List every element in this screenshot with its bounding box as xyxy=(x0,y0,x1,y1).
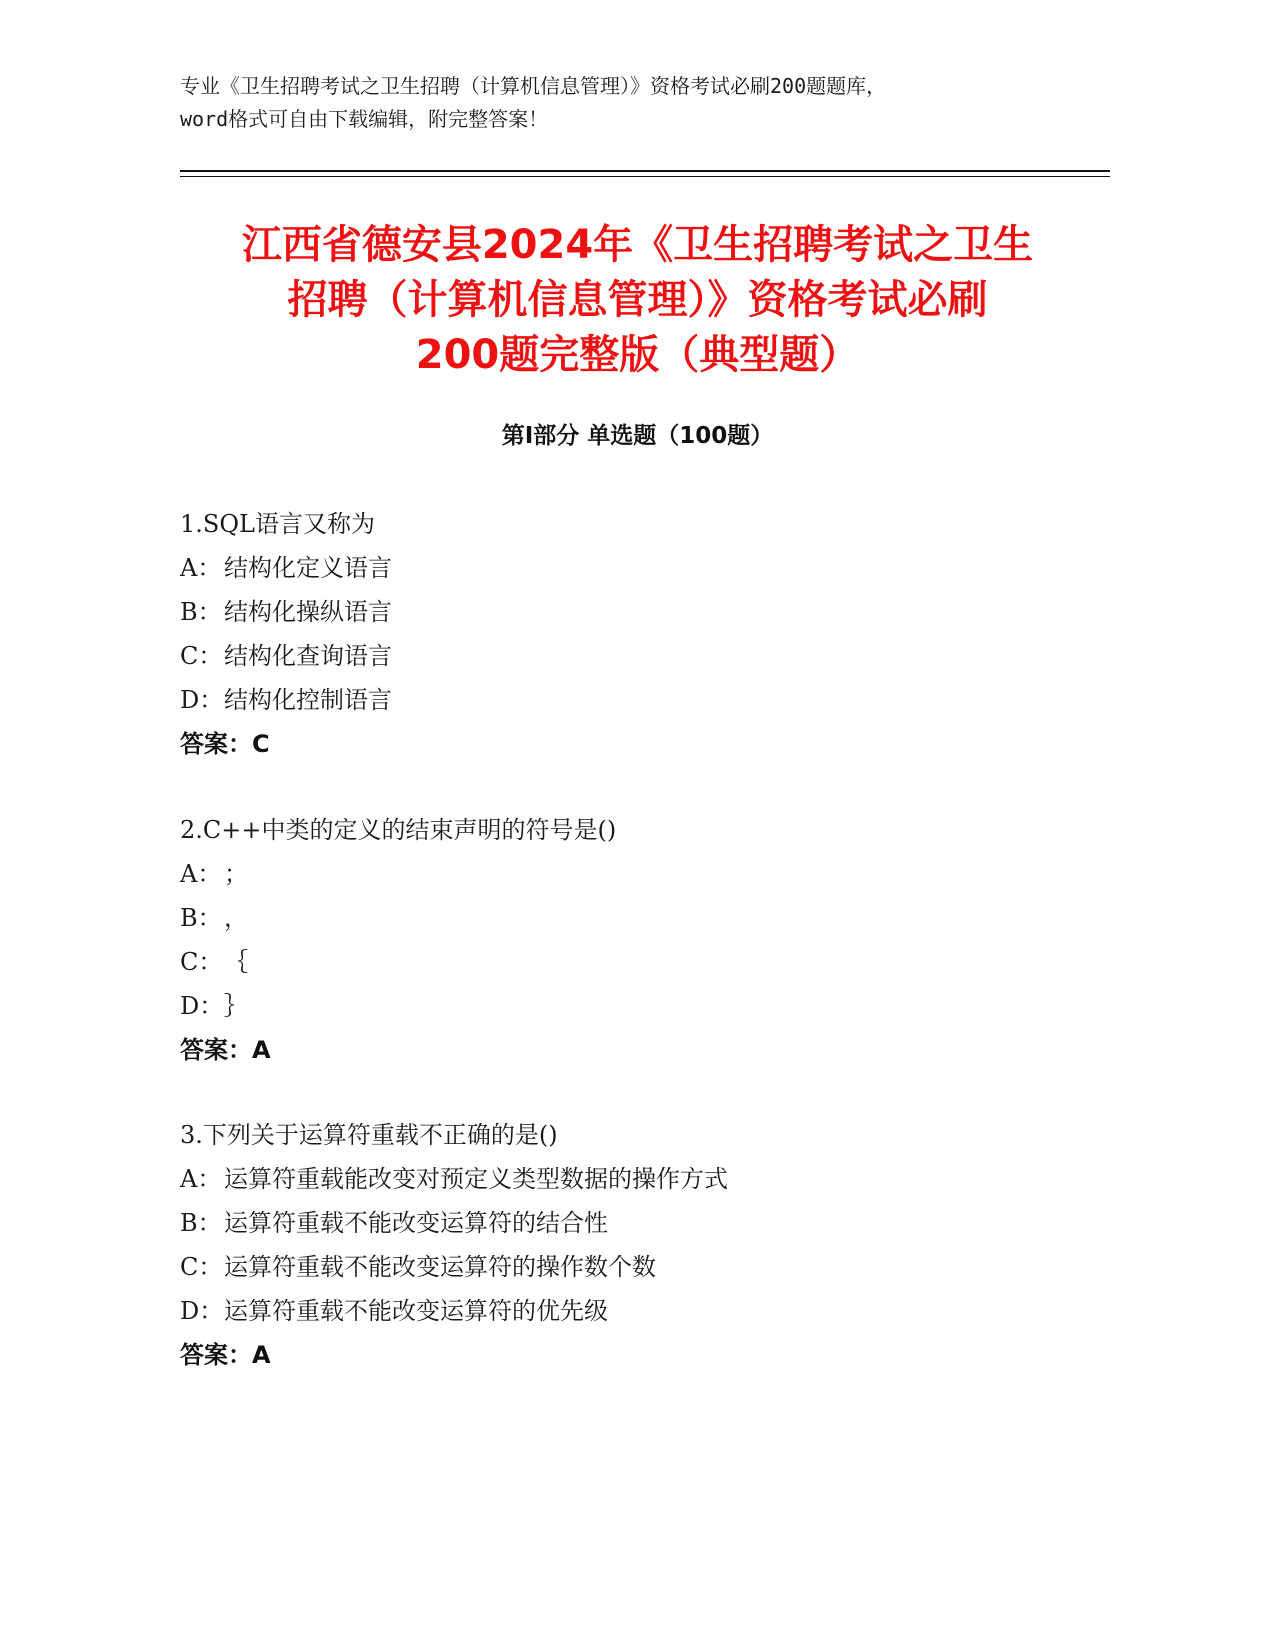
option-key: D： xyxy=(180,992,224,1020)
header-note xyxy=(180,70,1110,136)
option-key: B： xyxy=(180,1209,222,1237)
document-title xyxy=(150,218,1125,383)
option-key: B： xyxy=(180,598,222,626)
option-key: C： xyxy=(180,1253,223,1281)
question-option xyxy=(180,590,1120,634)
document-title-line: 江西省德安县2024年《卫生招聘考试之卫生 xyxy=(241,222,1034,268)
question-answer: 答案：C xyxy=(180,730,270,758)
option-text: 结构化查询语言 xyxy=(224,642,392,670)
question-answer: 答案：A xyxy=(180,1341,271,1369)
question-option xyxy=(180,852,1120,896)
question-option xyxy=(180,896,1120,940)
question-option xyxy=(180,1245,1120,1289)
option-key: C： xyxy=(180,642,223,670)
question-answer: 答案：A xyxy=(180,1036,271,1064)
question-stem: 3.下列关于运算符重载不正确的是() xyxy=(180,1121,558,1149)
option-text: 运算符重载能改变对预定义类型数据的操作方式 xyxy=(224,1165,728,1193)
option-text: ， xyxy=(224,904,248,932)
header-divider xyxy=(180,170,1110,172)
question-item xyxy=(180,1113,1120,1377)
question-item xyxy=(180,808,1120,1072)
option-text: 运算符重载不能改变运算符的结合性 xyxy=(224,1209,608,1237)
question-option xyxy=(180,984,1120,1028)
question-option xyxy=(180,940,1120,984)
option-text: ； xyxy=(224,860,248,888)
option-text: 运算符重载不能改变运算符的优先级 xyxy=(224,1297,608,1325)
question-option xyxy=(180,678,1120,722)
option-text: ｝ xyxy=(224,992,248,1020)
option-key: A： xyxy=(180,554,222,582)
question-stem: 1.SQL语言又称为 xyxy=(180,510,375,538)
document-title-line: 招聘（计算机信息管理）》资格考试必刷 xyxy=(287,277,988,323)
question-option xyxy=(180,634,1120,678)
header-note-line: word格式可自由下载编辑，附完整答案！ xyxy=(180,107,549,131)
question-option xyxy=(180,1157,1120,1201)
option-text: 结构化操纵语言 xyxy=(224,598,392,626)
document-title-line: 200题完整版（典型题） xyxy=(415,332,860,378)
question-option xyxy=(180,1289,1120,1333)
header-divider-thin xyxy=(180,176,1110,177)
header-note-line: 专业《卫生招聘考试之卫生招聘（计算机信息管理）》资格考试必刷200题题库， xyxy=(180,74,887,98)
question-option xyxy=(180,546,1120,590)
option-text: 运算符重载不能改变运算符的操作数个数 xyxy=(224,1253,656,1281)
option-key: D： xyxy=(180,686,224,714)
option-text: 结构化定义语言 xyxy=(224,554,392,582)
question-item xyxy=(180,502,1120,766)
option-key: C： xyxy=(180,948,223,976)
option-key: A： xyxy=(180,1165,222,1193)
section-heading: 第Ⅰ部分 单选题（100题） xyxy=(501,423,774,449)
option-key: D： xyxy=(180,1297,224,1325)
option-text: 结构化控制语言 xyxy=(224,686,392,714)
question-stem: 2.C++中类的定义的结束声明的符号是() xyxy=(180,816,617,844)
option-key: A： xyxy=(180,860,222,888)
question-option xyxy=(180,1201,1120,1245)
option-key: B： xyxy=(180,904,222,932)
option-text: ｛ xyxy=(224,948,248,976)
